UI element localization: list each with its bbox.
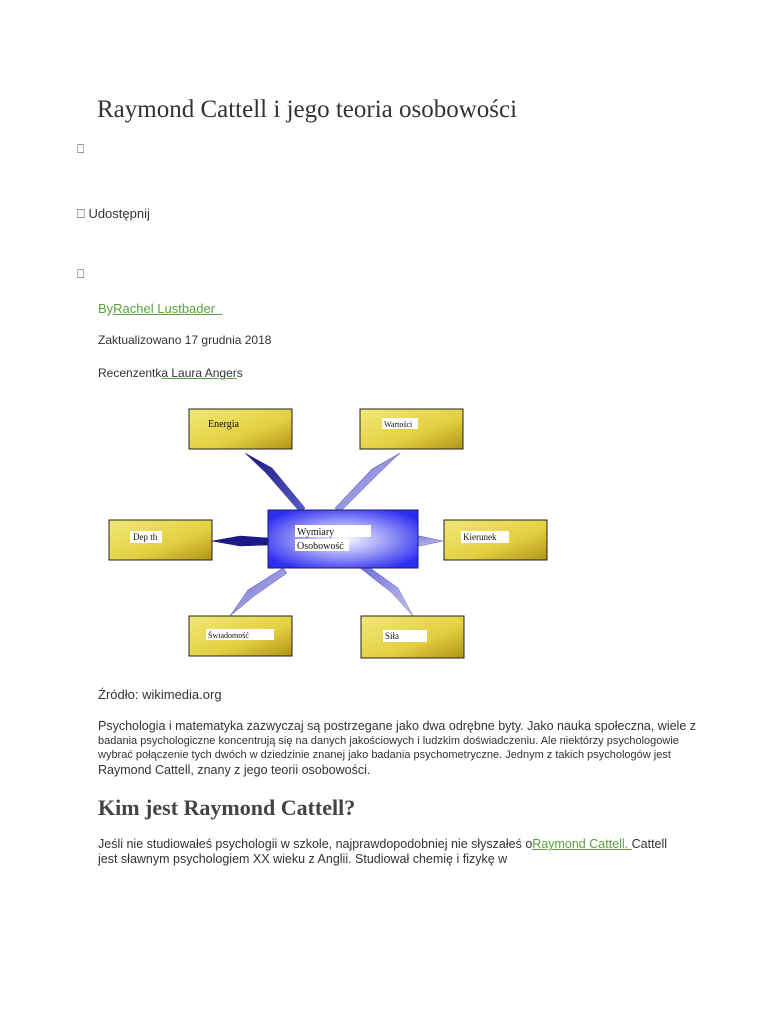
bookmark-icon[interactable]: ⎕ (77, 142, 85, 156)
cattell-link[interactable]: Raymond Cattell. (532, 837, 632, 851)
page-title: Raymond Cattell i jego teoria osobowości (97, 96, 518, 123)
reviewer-prefix: Recenzentk (98, 366, 162, 380)
section-heading: Kim jest Raymond Cattell? (98, 795, 356, 820)
reviewer-link[interactable]: a Laura Anger (161, 366, 237, 380)
intro-paragraph (98, 718, 698, 778)
section-line-1-end: Cattell (631, 837, 668, 851)
node-label-energia: Energia (208, 419, 239, 430)
updated-date: Zaktualizowano 17 grudnia 2018 (98, 333, 272, 347)
reviewer-line (98, 366, 243, 380)
node-swiadomosc (189, 616, 292, 656)
reviewer-suffix: s (236, 366, 243, 380)
share-label: Udostępnij (88, 206, 150, 221)
image-source: Źródło: wikimedia.org (98, 687, 222, 702)
node-label-sila: Siła (385, 631, 400, 641)
node-label-wartosci: Wartości (384, 420, 413, 429)
intro-line-1: Psychologia i matematyka zazwyczaj są postrzegane jako dwa odrębne byty. Jako nauka społeczna, wiele z (98, 719, 696, 733)
arrow-depth (212, 536, 268, 546)
node-energia (189, 409, 292, 449)
section-paragraph (98, 837, 698, 867)
arrow-wartosci (335, 453, 400, 512)
personality-dimensions-diagram (100, 400, 560, 670)
node-kierunek (444, 520, 547, 560)
center-label-1: Wymiary (297, 527, 335, 538)
node-label-swiadomosc: Świadomość (208, 631, 249, 640)
arrow-energia (245, 453, 305, 512)
center-label-2: Osobowość (297, 541, 344, 552)
node-depth (109, 520, 212, 560)
more-icon[interactable]: ⎕ (77, 267, 85, 281)
share-button[interactable] (77, 206, 150, 222)
node-sila (361, 616, 464, 658)
node-wartosci (360, 409, 463, 449)
node-label-depth: Dep th (133, 532, 158, 542)
arrow-swiadomosc (230, 568, 287, 616)
node-label-kierunek: Kierunek (463, 532, 497, 542)
section-line-1 (98, 837, 698, 852)
author-link[interactable]: Rachel Lustbader (113, 301, 216, 316)
section-line-1-start: Jeśli nie studiowałeś psychologii w szkole, najprawdopodobniej nie słyszałeś o (98, 837, 533, 851)
arrow-sila (360, 564, 413, 616)
byline (98, 301, 222, 316)
section-line-2: jest sławnym psychologiem XX wieku z Anglii. Studiował chemię i fizykę w (98, 852, 508, 866)
intro-line-2: badania psychologiczne koncentrują się na danych jakościowych i ludzkim doświadczeniu. Ale niektórzy psychologowie (98, 735, 679, 747)
share-icon: ⎕ (77, 206, 85, 221)
intro-line-4: Raymond Cattell, znany z jego teorii osobowości. (98, 763, 371, 777)
intro-line-3: wybrać połączenie tych dwóch w dziedzinie znanej jako badania psychometryczne. Jednym z takich psychologów jest (98, 749, 671, 761)
byline-prefix: By (98, 301, 114, 316)
